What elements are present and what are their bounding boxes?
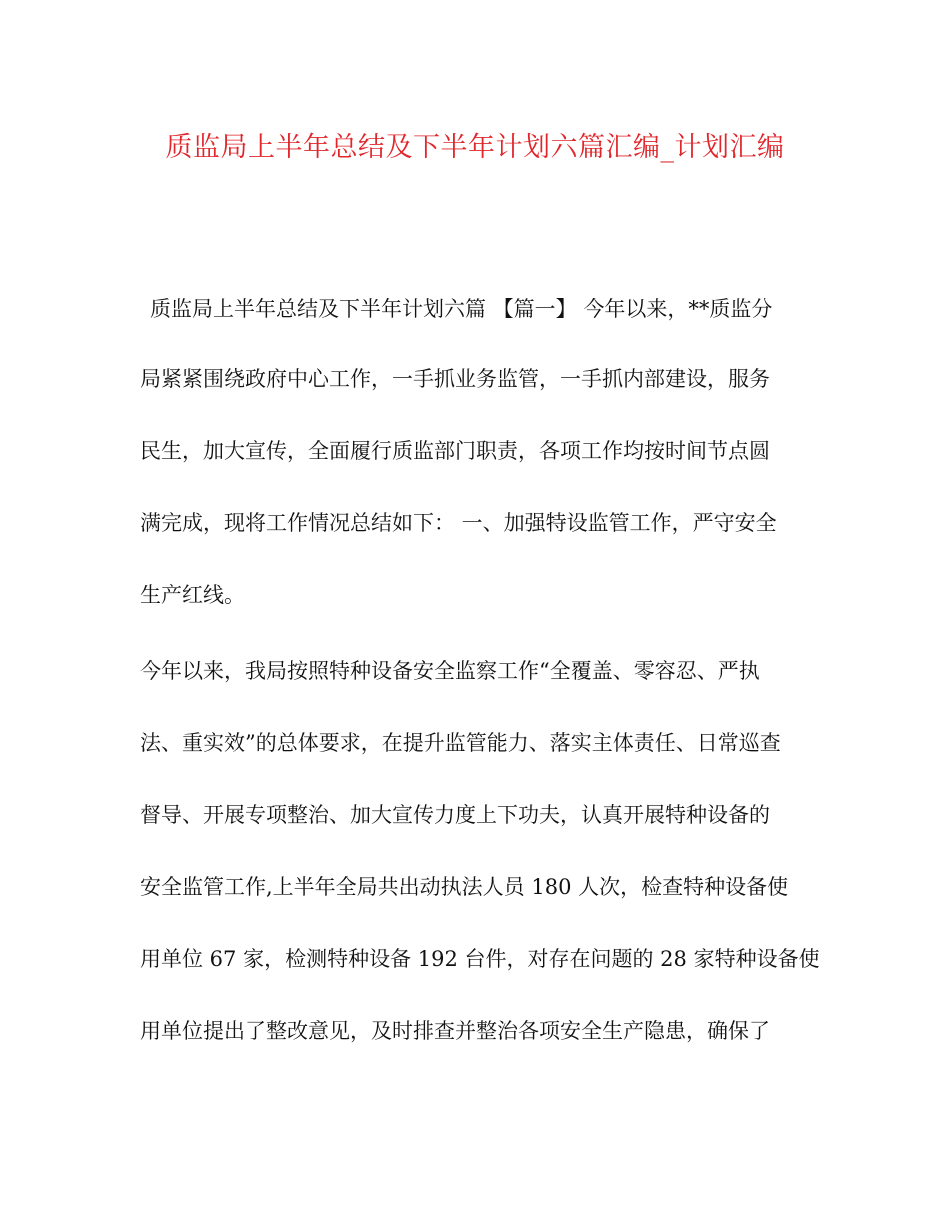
body-line: 用单位 67 家，检测特种设备 192 台件，对存在问题的 28 家特种设备使 bbox=[140, 947, 820, 971]
body-line: 满完成，现将工作情况总结如下： 一、加强特设监管工作，严守安全 bbox=[140, 511, 777, 535]
body-line: 督导、开展专项整治、加大宣传力度上下功夫，认真开展特种设备的 bbox=[140, 803, 770, 827]
body-line: 民生，加大宣传，全面履行质监部门职责，各项工作均按时间节点圆 bbox=[140, 439, 770, 463]
body-line: 今年以来，我局按照特种设备安全监察工作“全覆盖、零容忍、严执 bbox=[140, 659, 760, 683]
body-line: 安全监管工作,上半年全局共出动执法人员 180 人次，检查特种设备使 bbox=[140, 875, 789, 899]
body-line: 局紧紧围绕政府中心工作，一手抓业务监管，一手抓内部建设，服务 bbox=[140, 367, 770, 391]
body-line: 法、重实效”的总体要求，在提升监管能力、落实主体责任、日常巡查 bbox=[140, 731, 781, 755]
body-line: 用单位提出了整改意见，及时排查并整治各项安全生产隐患，确保了 bbox=[140, 1019, 770, 1043]
document-title: 质监局上半年总结及下半年计划六篇汇编_计划汇编 bbox=[165, 132, 785, 163]
body-line: 生产红线。 bbox=[140, 583, 245, 607]
body-line: 质监局上半年总结及下半年计划六篇 【篇一】 今年以来，**质监分 bbox=[150, 297, 773, 321]
